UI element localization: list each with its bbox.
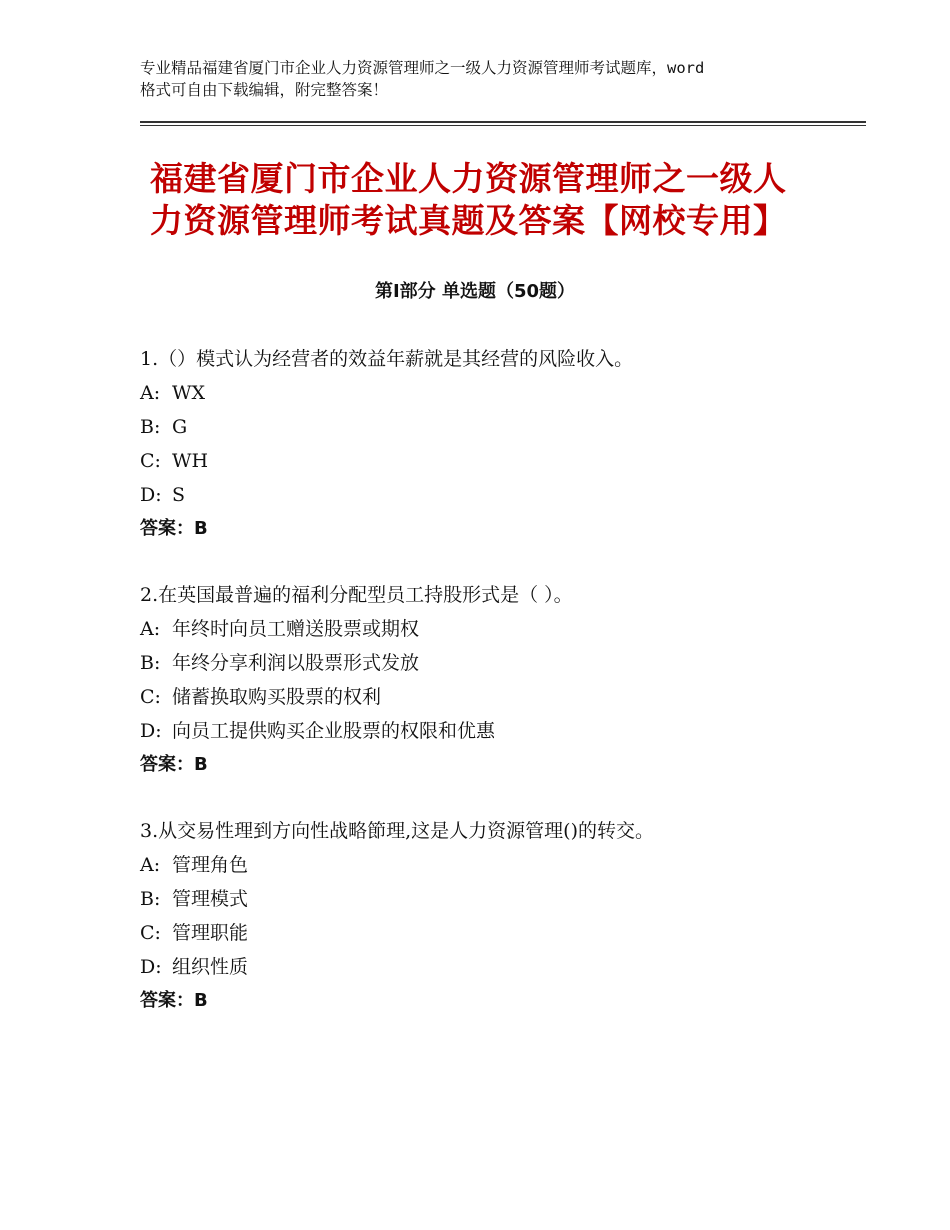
option-key: B: [140,652,161,674]
option-key: D: [140,720,162,742]
document-title-line-1: 福建省厦门市企业人力资源管理师之一级人 [150,159,787,198]
option-text: WH [172,450,209,472]
header-note-line-1: 专业精品福建省厦门市企业人力资源管理师之一级人力资源管理师考试题库，word [140,59,705,77]
option-key: A: [140,618,161,640]
option-key: A: [140,854,161,876]
option-key: B: [140,416,161,438]
option-text: S [172,484,186,506]
header-divider-thick [140,121,866,123]
option-d [140,950,840,984]
option-key: D: [140,956,162,978]
answer-line: 答案：B [140,990,208,1011]
option-text: 储蓄换取购买股票的权利 [172,686,382,708]
option-key: A: [140,382,161,404]
question-stem: 2.在英国最普遍的福利分配型员工持股形式是（ ）。 [140,584,573,606]
question-item [140,342,840,546]
option-text: G [172,416,188,438]
option-a [140,376,840,410]
header-note-line-2: 格式可自由下载编辑，附完整答案！ [140,81,389,99]
question-stem: 1.（）模式认为经营者的效益年薪就是其经营的风险收入。 [140,348,634,370]
question-item [140,578,840,782]
option-key: B: [140,888,161,910]
option-text: 向员工提供购买企业股票的权限和优惠 [172,720,496,742]
option-b [140,646,840,680]
option-text: 管理角色 [172,854,249,876]
option-key: C: [140,922,161,944]
section-heading: 第Ⅰ部分 单选题（50题） [374,281,575,302]
option-b [140,882,840,916]
option-key: C: [140,450,161,472]
header-note [140,57,820,101]
option-d [140,714,840,748]
question-item [140,814,840,1018]
option-text: WX [172,382,206,404]
answer-line: 答案：B [140,754,208,775]
option-c [140,916,840,950]
option-text: 年终分享利润以股票形式发放 [172,652,420,674]
option-c [140,680,840,714]
option-d [140,478,840,512]
option-a [140,848,840,882]
question-list [140,342,840,1050]
document-title [150,158,830,242]
option-b [140,410,840,444]
header-divider-thin [140,125,866,126]
option-text: 管理模式 [172,888,249,910]
option-text: 组织性质 [172,956,249,978]
answer-line: 答案：B [140,518,208,539]
option-c [140,444,840,478]
option-a [140,612,840,646]
option-key: D: [140,484,162,506]
option-text: 年终时向员工赠送股票或期权 [172,618,420,640]
option-key: C: [140,686,161,708]
option-text: 管理职能 [172,922,249,944]
question-stem: 3.从交易性理到方向性战略節理,这是人力资源管理()的转交。 [140,820,654,842]
document-title-line-2: 力资源管理师考试真题及答案【网校专用】 [150,201,787,240]
